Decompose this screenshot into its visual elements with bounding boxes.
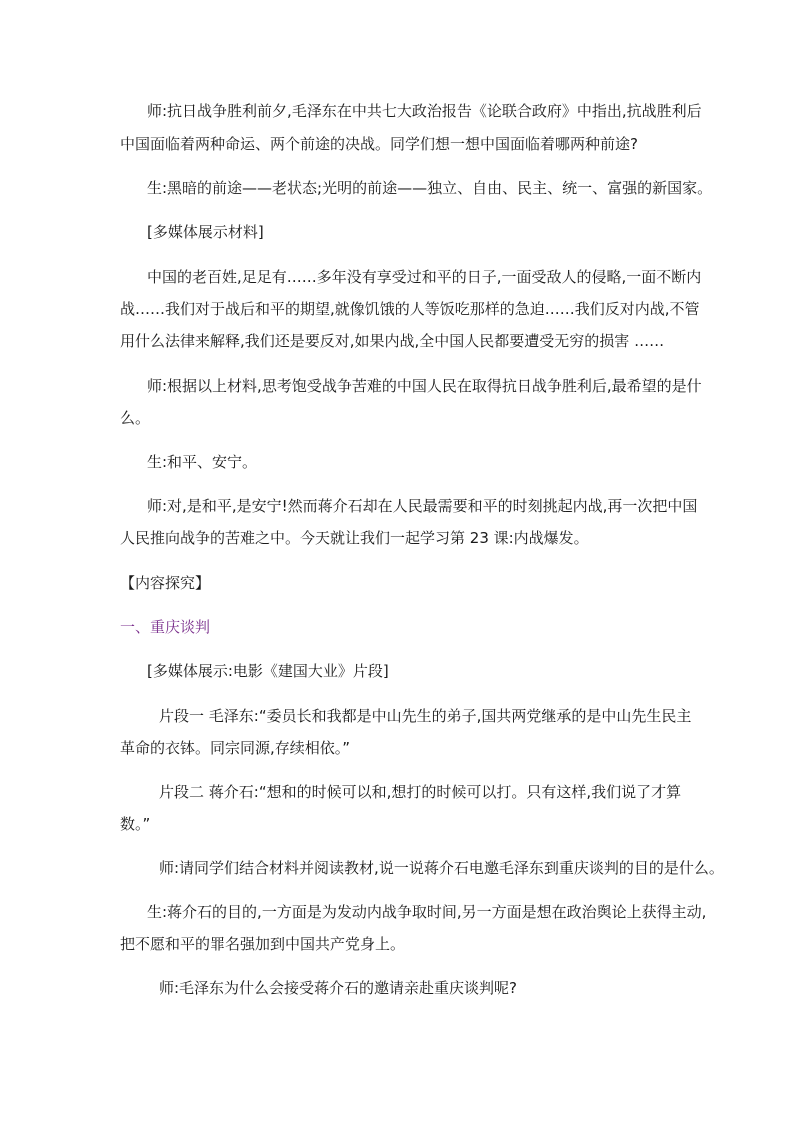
paragraph-teacher-question-2-line-1: 师:根据以上材料,思考饱受战争苦难的中国人民在取得抗日战争胜利后,最希望的是什	[147, 377, 702, 395]
paragraph-student-answer-3-line-2: 把不愿和平的罪名强加到中国共产党身上。	[120, 935, 406, 953]
paragraph-teacher-question-2-line-2: 么。	[120, 409, 151, 427]
paragraph-teacher-intro-line-1: 师:对,是和平,是安宁!然而蒋介石却在人民最需要和平的时刻挑起内战,再一次把中国	[147, 497, 698, 515]
film-clip-1-line-2: 革命的衣钵。同宗同源,存续相依。”	[120, 739, 351, 757]
multimedia-material-label: [多媒体展示材料]	[147, 223, 264, 241]
paragraph-teacher-question-4: 师:毛泽东为什么会接受蒋介石的邀请亲赴重庆谈判呢?	[159, 979, 518, 997]
section-title-content-exploration: 【内容探究】	[120, 574, 211, 592]
film-clip-1-line-1: 片段一 毛泽东:“委员长和我都是中山先生的弟子,国共两党继承的是中山先生民主	[159, 707, 692, 725]
paragraph-teacher-question-3: 师:请同学们结合材料并阅读教材,说一说蒋介石电邀毛泽东到重庆谈判的目的是什么。	[159, 859, 724, 877]
paragraph-student-answer-2: 生:和平、安宁。	[147, 453, 258, 471]
paragraph-student-answer-1: 生:黑暗的前途——老状态;光明的前途——独立、自由、民主、统一、富强的新国家。	[147, 179, 713, 197]
paragraph-teacher-intro-line-2: 人民推向战争的苦难之中。今天就让我们一起学习第 23 课:内战爆发。	[120, 529, 589, 547]
quoted-material-line-2: 战……我们对于战后和平的期望,就像饥饿的人等饭吃那样的急迫……我们反对内战,不管	[120, 300, 700, 318]
film-clip-2-line-2: 数。”	[120, 815, 151, 833]
paragraph-teacher-question-line-1: 师:抗日战争胜利前夕,毛泽东在中共七大政治报告《论联合政府》中指出,抗战胜利后	[147, 102, 702, 120]
quoted-material-line-1: 中国的老百姓,足足有……多年没有享受过和平的日子,一面受敌人的侵略,一面不断内	[147, 268, 702, 286]
paragraph-student-answer-3-line-1: 生:蒋介石的目的,一方面是为发动内战争取时间,另一方面是想在政治舆论上获得主动,	[147, 903, 707, 921]
section-heading-chongqing-negotiation: 一、重庆谈判	[120, 618, 211, 636]
quoted-material-line-3: 用什么法律来解释,我们还是要反对,如果内战,全中国人民都要遭受无穷的损害 ……	[120, 332, 665, 350]
film-clip-2-line-1: 片段二 蒋介石:“想和的时候可以和,想打的时候可以打。只有这样,我们说了才算	[159, 783, 682, 801]
multimedia-film-label: [多媒体展示:电影《建国大业》片段]	[147, 662, 389, 680]
paragraph-teacher-question-line-2: 中国面临着两种命运、两个前途的决战。同学们想一想中国面临着哪两种前途?	[120, 135, 638, 153]
